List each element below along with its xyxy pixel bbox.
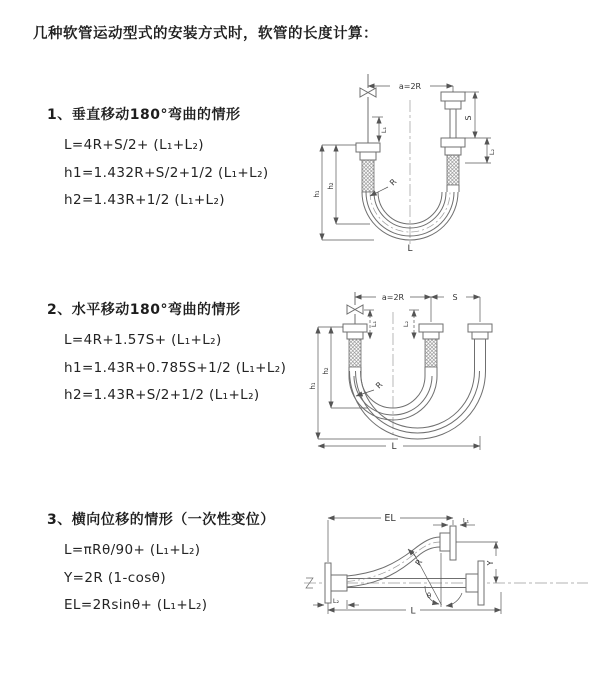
- section-2-formula-2: h1=1.43R+0.785S+1/2 (L₁+L₂): [64, 359, 287, 376]
- section-3-formula-1: L=πRθ/90+ (L₁+L₂): [64, 542, 201, 558]
- label-h1: h₁: [313, 190, 321, 198]
- label-h2: h₂: [322, 367, 330, 375]
- diagram-lateral-displacement: [296, 506, 598, 648]
- section-1-formula-2: h1=1.432R+S/2+1/2 (L₁+L₂): [64, 164, 269, 181]
- label-s: S: [452, 293, 458, 302]
- u-bend-arcs-position-2: [350, 371, 486, 439]
- label-l-total: L: [410, 606, 416, 617]
- section-3-heading: 3、横向位移的情形（一次性变位）: [47, 512, 275, 528]
- section-1-heading: 1、垂直移动180°弯曲的情形: [47, 107, 241, 123]
- section-2-formula-1: L=4R+1.57S+ (L₁+L₂): [64, 332, 222, 348]
- section-3-formula-2: Y=2R (1-cosθ): [64, 569, 166, 586]
- label-theta: θ: [426, 592, 432, 600]
- label-l2: L₂: [488, 148, 496, 156]
- label-h2: h₂: [327, 182, 335, 190]
- right-pipe-assembly: [441, 92, 465, 192]
- label-s: S: [464, 115, 473, 121]
- label-l1: L₁: [370, 320, 378, 328]
- section-3: [47, 509, 275, 620]
- label-r: R: [413, 557, 425, 568]
- radius-callout: [356, 380, 385, 396]
- label-r: R: [388, 177, 399, 188]
- braided-hose-section: [425, 339, 437, 367]
- left-pipe-assembly: [343, 292, 367, 376]
- section-2-formula-3: h2=1.43R+S/2+1/2 (L₁+L₂): [64, 387, 260, 403]
- dimension-l2: [402, 310, 419, 339]
- middle-pipe-assembly: [419, 324, 443, 376]
- label-l2: L₂: [332, 597, 340, 605]
- s-curved-hose-displaced: [347, 526, 456, 587]
- dimension-l1: [372, 117, 388, 142]
- label-l-total: L: [407, 244, 413, 254]
- braided-hose-section: [447, 155, 459, 185]
- label-r: R: [374, 380, 385, 391]
- label-h1: h₁: [309, 382, 317, 390]
- braided-hose-section: [349, 339, 361, 367]
- dimension-s: [464, 92, 491, 138]
- label-l-total: L: [391, 442, 397, 452]
- valve-icon: [360, 88, 376, 97]
- dimension-l2: [465, 138, 496, 163]
- valve-icon: [347, 305, 363, 314]
- braided-hose-section: [362, 160, 374, 192]
- label-el: EL: [384, 513, 396, 524]
- dimension-l-total: [318, 436, 480, 452]
- left-pipe-assembly: [356, 74, 380, 192]
- page-title: 几种软管运动型式的安装方式时，软管的长度计算：: [33, 26, 378, 42]
- diagram-vertical-180-bend: [312, 72, 590, 254]
- section-2: [47, 299, 286, 410]
- diagram-horizontal-180-bend: [306, 286, 596, 454]
- section-1-formula-3: h2=1.43R+1/2 (L₁+L₂): [64, 192, 225, 208]
- radius-callout: [408, 549, 424, 567]
- label-l1: L₁: [380, 126, 388, 134]
- section-1-formula-1: L=4R+S/2+ (L₁+L₂): [64, 137, 204, 153]
- dimension-l-total: [328, 592, 501, 617]
- section-1: [47, 104, 269, 215]
- dimension-a2r: [368, 82, 453, 92]
- label-a2r: a=2R: [381, 293, 405, 302]
- label-y: Y: [486, 560, 495, 566]
- label-l2: L₂: [402, 320, 410, 328]
- section-3-formula-3: EL=2Rsinθ+ (L₁+L₂): [64, 597, 208, 613]
- dimension-l2: [313, 597, 359, 609]
- section-2-heading: 2、水平移动180°弯曲的情形: [47, 302, 241, 318]
- right-pipe-assembly-displaced: [468, 324, 492, 371]
- dimension-s: [431, 293, 480, 322]
- label-l1: L₁: [462, 516, 470, 525]
- label-a2r: a=2R: [398, 82, 422, 91]
